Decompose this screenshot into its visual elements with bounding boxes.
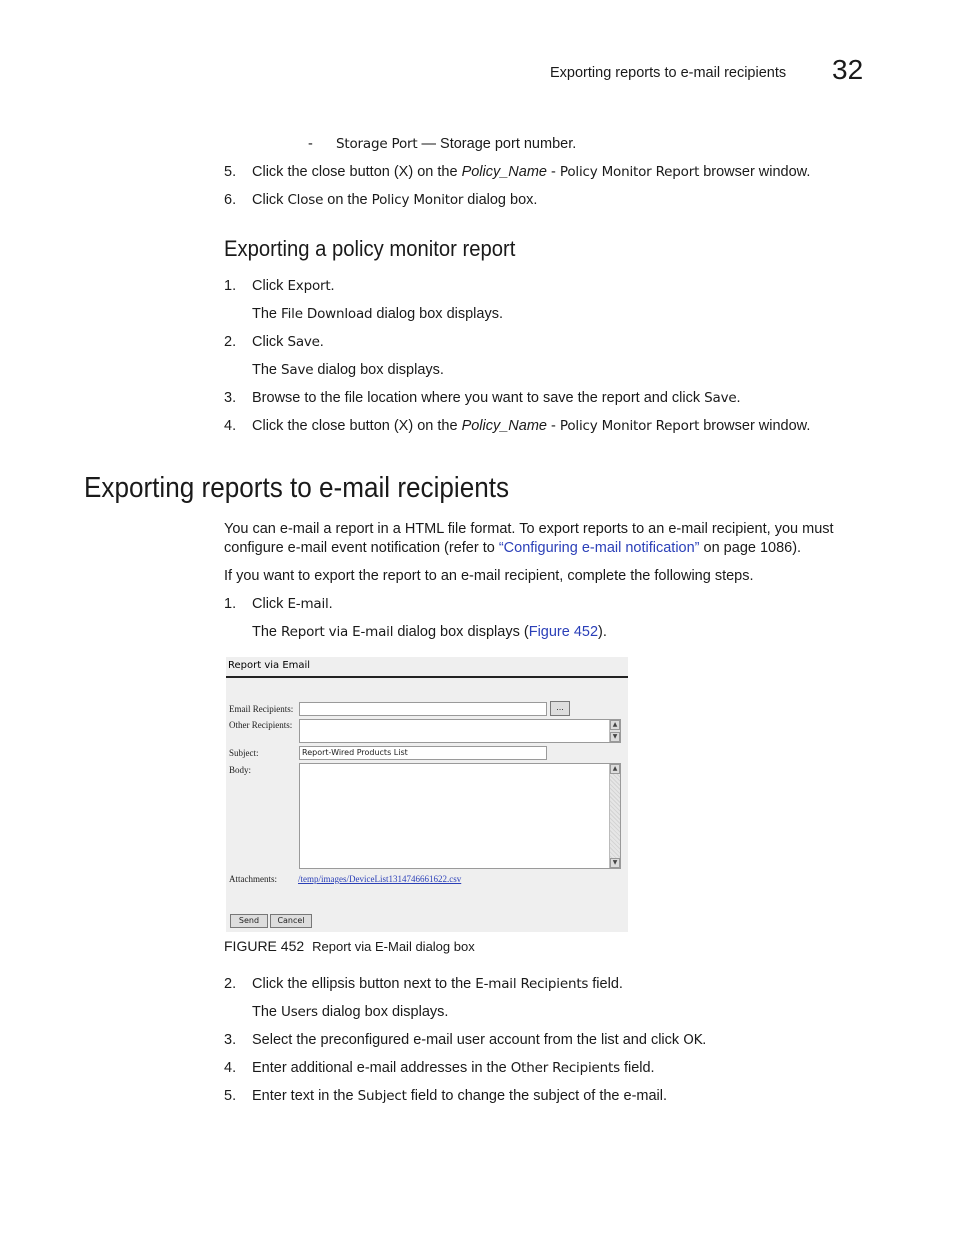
step-text: Enter text in the <box>252 1088 358 1104</box>
step-text: The <box>252 362 282 378</box>
cross-reference-link[interactable]: “Configuring e-mail notification” <box>498 540 700 556</box>
ui-term: Subject <box>357 1088 407 1104</box>
step-text: Click <box>252 334 288 350</box>
step-number: 5. <box>224 164 237 180</box>
list-text: — Storage port number. <box>417 136 577 152</box>
step-text: Click <box>252 596 288 612</box>
title-divider <box>226 676 628 678</box>
step-number: 3. <box>224 390 237 406</box>
ui-term: Other Recipients <box>510 1060 620 1076</box>
email-recipients-input[interactable] <box>299 702 547 716</box>
step-text: . <box>319 334 324 350</box>
body-textarea[interactable] <box>299 763 621 869</box>
step-text: Select the preconfigured e-mail user account from the list and click <box>252 1032 684 1048</box>
ui-term: Policy Monitor Report <box>559 164 700 180</box>
step-result <box>252 362 444 378</box>
step-emphasis: Policy_Name <box>461 164 547 180</box>
figure-number: FIGURE 452 <box>224 938 305 954</box>
bullet-dash: - <box>308 136 313 152</box>
report-via-email-dialog <box>226 657 628 932</box>
ui-term: Storage Port <box>336 136 418 152</box>
step-number: 2. <box>224 976 237 992</box>
ui-term: Users <box>281 1004 318 1020</box>
paragraph-line <box>224 540 801 556</box>
other-recipients-scrollbar[interactable] <box>609 720 620 742</box>
step-text: dialog box. <box>463 192 538 208</box>
step-number: 1. <box>224 278 237 294</box>
paragraph-line: You can e-mail a report in a HTML file format. To export reports to an e-mail recipient, you must <box>224 521 834 537</box>
attachment-link[interactable]: /temp/images/DeviceList1314746661622.csv <box>298 874 462 884</box>
step-number: 4. <box>224 1060 237 1076</box>
step-number: 2. <box>224 334 237 350</box>
step-text: The <box>252 306 282 322</box>
chapter-number: 32 <box>832 54 864 85</box>
ui-term: Export <box>287 278 331 294</box>
paragraph-text: on page 1086). <box>699 540 802 556</box>
step-text: browser window. <box>699 418 811 434</box>
step-number: 6. <box>224 192 237 208</box>
ui-term: File Download <box>281 306 373 322</box>
step-text: . <box>330 278 335 294</box>
step-text: Enter additional e-mail addresses in the <box>252 1060 511 1076</box>
figure-caption <box>224 938 475 954</box>
ui-term: Report via E-mail <box>281 624 394 640</box>
paragraph-text: configure e-mail event notification (refer to <box>224 540 499 556</box>
ui-term: E-mail Recipients <box>475 976 589 992</box>
send-button[interactable]: Send <box>230 914 268 928</box>
ui-term: Save <box>281 362 314 378</box>
ui-term: Close <box>287 192 324 208</box>
other-recipients-textarea[interactable] <box>299 719 621 743</box>
ui-term: Policy Monitor <box>371 192 464 208</box>
step-text: Click <box>252 192 288 208</box>
figure-link[interactable]: Figure 452 <box>528 624 599 640</box>
step-text: ). <box>598 624 607 640</box>
other-recipients-label: Other Recipients: <box>229 720 293 730</box>
step-text: field. <box>588 976 623 992</box>
step-text: browser window. <box>699 164 811 180</box>
email-recipients-label: Email Recipients: <box>229 704 294 714</box>
step-number: 5. <box>224 1088 237 1104</box>
running-header-title: Exporting reports to e-mail recipients <box>550 65 787 81</box>
step-text: field. <box>619 1060 655 1076</box>
step-text: - <box>546 418 560 434</box>
step-text: Click <box>252 278 288 294</box>
dialog-title: Report via Email <box>228 660 311 671</box>
step-number: 4. <box>224 418 237 434</box>
scroll-up-icon[interactable]: ▲ <box>610 764 620 774</box>
step-text: dialog box displays ( <box>393 624 529 640</box>
ui-term: Policy Monitor Report <box>559 418 700 434</box>
step-text: . <box>736 390 741 406</box>
step-text: The <box>252 1004 282 1020</box>
step-text: dialog box displays. <box>313 362 444 378</box>
ellipsis-button[interactable]: ... <box>550 701 570 716</box>
step-text: Click the close button (X) on the <box>252 164 462 180</box>
step-text: Click the close button (X) on the <box>252 418 462 434</box>
step-number: 1. <box>224 596 237 612</box>
attachments-label: Attachments: <box>229 874 277 884</box>
subject-input[interactable] <box>299 746 547 760</box>
ui-term: OK <box>683 1032 703 1048</box>
body-scrollbar[interactable] <box>609 764 620 868</box>
body-label: Body: <box>229 765 252 775</box>
step-text: The <box>252 624 282 640</box>
section-heading: Exporting reports to e-mail recipients <box>84 472 510 504</box>
scroll-up-icon[interactable]: ▲ <box>610 720 620 730</box>
step-text: field to change the subject of the e-mail. <box>406 1088 668 1104</box>
step-text: . <box>328 596 333 612</box>
subsection-heading: Exporting a policy monitor report <box>224 236 516 261</box>
scroll-down-icon[interactable]: ▼ <box>610 732 620 742</box>
subject-value: Report-Wired Products List <box>302 748 408 757</box>
step-text: . <box>702 1032 707 1048</box>
step-text: dialog box displays. <box>372 306 503 322</box>
ui-term: Save <box>287 334 320 350</box>
step-result <box>252 624 607 640</box>
subject-label: Subject: <box>229 748 259 758</box>
step-result <box>252 1004 448 1020</box>
ui-term: Save <box>704 390 737 406</box>
step-text: Browse to the file location where you want to save the report and click <box>252 390 705 406</box>
cancel-button[interactable]: Cancel <box>270 914 312 928</box>
step-number: 3. <box>224 1032 237 1048</box>
paragraph-line: If you want to export the report to an e-mail recipient, complete the following steps. <box>224 568 754 584</box>
scroll-down-icon[interactable]: ▼ <box>610 858 620 868</box>
step-text: Click the ellipsis button next to the <box>252 976 476 992</box>
step-result <box>252 306 503 322</box>
step-text: on the <box>323 192 372 208</box>
step-text: - <box>546 164 560 180</box>
figure-caption-text: Report via E-Mail dialog box <box>312 939 475 954</box>
step-text: dialog box displays. <box>317 1004 449 1020</box>
step-emphasis: Policy_Name <box>461 418 547 434</box>
ui-term: E-mail <box>287 596 329 612</box>
